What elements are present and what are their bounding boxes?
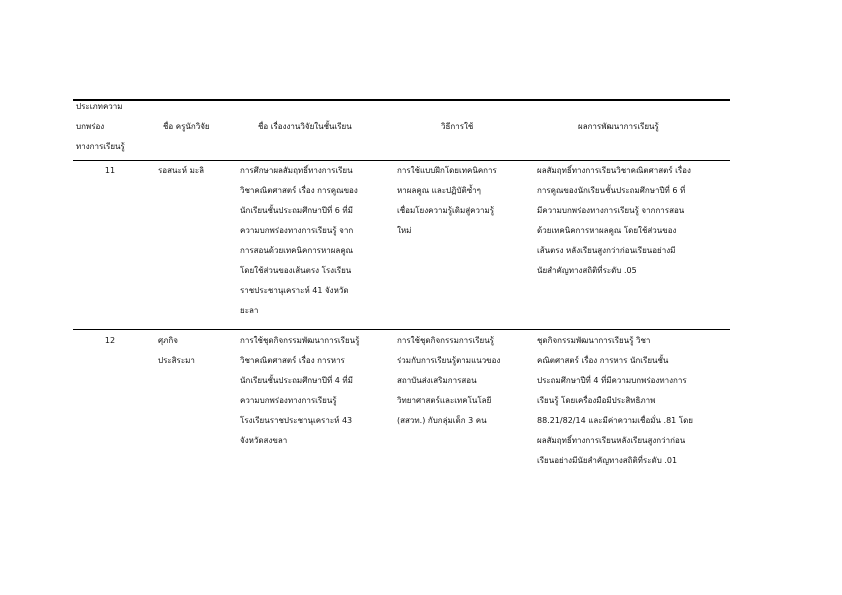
result-line: ผลสัมฤทธิ์ทางการเรียนวิชาคณิตศาสตร์ เรื่อง: [537, 166, 691, 175]
method-line: ใหม่: [397, 226, 412, 235]
method-line: การใช้แบบฝึกโดยเทคนิคการ: [397, 166, 497, 175]
research-title-line: จังหวัดสงขลา: [240, 436, 288, 445]
method-line: หาผลคูณ และปฏิบัติซ้ำๆ: [397, 186, 481, 195]
research-title-line: วิชาคณิตศาสตร์ เรื่อง การคูณของ: [240, 186, 358, 195]
result-line: ผลสัมฤทธิ์ทางการเรียนหลังเรียนสูงกว่าก่อน: [537, 436, 686, 445]
research-title-line: ยะลา: [240, 306, 259, 315]
result-line: การคูณของนักเรียนชั้นประถมศึกษาปีที่ 6 ที่: [537, 186, 686, 195]
result-line: นัยสำคัญทางสถิติที่ระดับ .05: [537, 266, 637, 275]
method-line: (สสวท.) กับกลุ่มเด็ก 3 คน: [397, 416, 487, 425]
result-line: ประถมศึกษาปีที่ 4 ที่มีความบกพร่องทางการ: [537, 376, 687, 385]
header-result: ผลการพัฒนาการเรียนรู้: [578, 122, 659, 131]
result-line: ชุดกิจกรรมพัฒนาการเรียนรู้ วิชา: [537, 336, 651, 345]
header-method: วิธีการใช้: [441, 122, 474, 131]
research-title-line: นักเรียนชั้นประถมศึกษาปีที่ 6 ที่มี: [240, 206, 353, 215]
header-category-line-2: บกพร่อง: [76, 122, 105, 131]
result-line: มีความบกพร่องทางการเรียนรู้ จากการสอน: [537, 206, 685, 215]
header-researcher: ชื่อ ครูนักวิจัย: [163, 122, 210, 131]
result-line: เรียนอย่างมีนัยสำคัญทางสถิติที่ระดับ .01: [537, 456, 678, 465]
research-title-line: โดยใช้ส่วนของเส้นตรง โรงเรียน: [240, 266, 352, 275]
result-line: คณิตศาสตร์ เรื่อง การหาร นักเรียนชั้น: [537, 356, 669, 365]
researcher-name: ประสิระมา: [158, 356, 195, 365]
row-number: 11: [104, 166, 116, 175]
researcher-name: รอสนะห์ มะลิ: [158, 166, 205, 175]
method-line: วิทยาศาสตร์และเทคโนโลยี: [397, 396, 492, 405]
result-line: เรียนรู้ โดยเครื่องมือมีประสิทธิภาพ: [537, 396, 656, 405]
research-title-line: ความบกพร่องทางการเรียนรู้: [240, 396, 337, 405]
method-line: สถาบันส่งเสริมการสอน: [397, 376, 477, 385]
header-category-line-3: ทางการเรียนรู้: [76, 142, 125, 151]
method-line: การใช้ชุดกิจกรรมการเรียนรู้: [397, 336, 494, 345]
header-research-title: ชื่อ เรื่องงานวิจัยในชั้นเรียน: [258, 122, 352, 131]
row-number: 12: [104, 336, 116, 345]
result-line: 88.21/82/14 และมีค่าความเชื่อมั่น .81 โดย: [537, 416, 693, 425]
research-title-line: การศึกษาผลสัมฤทธิ์ทางการเรียน: [240, 166, 353, 175]
researcher-name: ศุภกิจ: [158, 336, 178, 345]
method-line: เชื่อมโยงความรู้เดิมสู่ความรู้: [397, 206, 495, 215]
research-title-line: การใช้ชุดกิจกรรมพัฒนาการเรียนรู้: [240, 336, 360, 345]
header-category-line-1: ประเภทความ: [76, 102, 123, 111]
research-title-line: โรงเรียนราชประชานุเคราะห์ 43: [240, 416, 353, 425]
research-title-line: ความบกพร่องทางการเรียนรู้ จาก: [240, 226, 354, 235]
research-title-line: การสอนด้วยเทคนิคการหาผลคูณ: [240, 246, 354, 255]
research-title-line: ราชประชานุเคราะห์ 41 จังหวัด: [240, 286, 349, 295]
result-line: ด้วยเทคนิคการหาผลคูณ โดยใช้ส่วนของ: [537, 226, 677, 235]
result-line: เส้นตรง หลังเรียนสูงกว่าก่อนเรียนอย่างมี: [537, 246, 676, 255]
table-top-rule: [73, 99, 730, 101]
method-line: ร่วมกับการเรียนรู้ตามแนวของ: [397, 356, 501, 365]
research-title-line: วิชาคณิตศาสตร์ เรื่อง การหาร: [240, 356, 345, 365]
table-row-divider: [73, 329, 730, 330]
research-title-line: นักเรียนชั้นประถมศึกษาปีที่ 4 ที่มี: [240, 376, 353, 385]
